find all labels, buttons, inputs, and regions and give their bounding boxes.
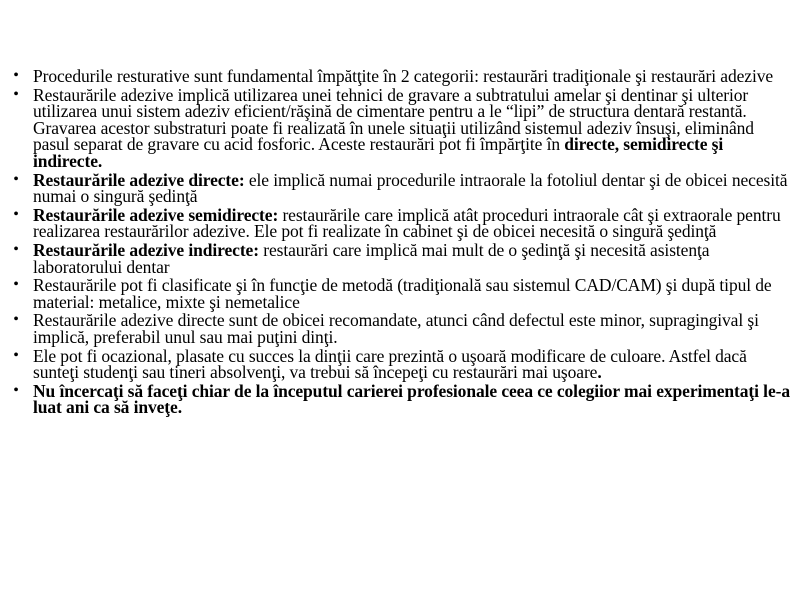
bullet-item xyxy=(6,312,794,345)
bullet-marker: • xyxy=(13,240,19,258)
bullet-text: restaurările care implică atât proceduri intraorale cât şi extraorale pentru realizarea restaurărilor adezive. Ele pot fi realizate în cabinet şi de obicei necesită o singură şedinţă xyxy=(33,204,781,242)
bullet-item xyxy=(6,84,794,171)
bullet-item xyxy=(6,169,794,207)
bullet-item xyxy=(6,239,794,277)
bullet-marker: • xyxy=(13,170,19,188)
slide-content xyxy=(6,68,794,418)
bullet-text: Restaurările adezive implică utilizarea unei tehnici de gravare a subtratului amelar şi dentinar şi ulterior utilizarea unui sistem adeziv eficient/răşină de cimentare pentru a le “lipi” de structura dentară restantă. Gravarea acestor substraturi poate fi realizată în unele situaţii utilizând sistemul adeziv însuşi, eliminând pasul separat de gravare cu acid fosforic. Aceste restaurări pot fi împărţite în xyxy=(33,84,754,155)
bullet-text-bold: Restaurările adezive indirecte: xyxy=(33,239,259,260)
bullet-text: Restaurările adezive directe sunt de obicei recomandate, atunci când defectul este minor, supragingival şi implică, preferabil unul sau mai puţini dinţi. xyxy=(33,310,759,347)
bullet-text: Restaurările pot fi clasificate şi în funcţie de metodă (tradiţională sau sistemul CAD/CAM) şi după tipul de material: metalice, mixte şi nemetalice xyxy=(33,275,772,312)
bullet-list xyxy=(6,68,794,416)
bullet-text-bold: Nu încercaţi să faceţi chiar de la începutul carierei profesionale ceea ce colegiior mai experimentaţi le-a luat ani ca să inveţe. xyxy=(33,380,790,418)
bullet-text-bold: . xyxy=(597,362,602,383)
bullet-marker: • xyxy=(13,85,19,103)
bullet-item xyxy=(6,345,794,383)
bullet-text: Ele pot fi ocazional, plasate cu succes la dinţii care prezintă o uşoară modificare de culoare. Astfel dacă sunteţi studenţi sau tineri absolvenţi, va trebui să începeţi cu restaurări mai uşoare xyxy=(33,345,747,383)
bullet-item xyxy=(6,68,794,85)
bullet-item xyxy=(6,204,794,242)
bullet-text-bold: Restaurările adezive semidirecte: xyxy=(33,204,279,225)
bullet-text-bold: directe, semidirecte şi indirecte. xyxy=(33,134,724,171)
bullet-text: restaurări care implică mai mult de o şedinţă şi necesită asistenţa laboratorului dentar xyxy=(33,239,710,277)
bullet-text-bold: Restaurările adezive directe: xyxy=(33,169,245,190)
bullet-marker: • xyxy=(13,276,19,294)
bullet-text: Procedurile resturative sunt fundamental împătţite în 2 categorii: restaurări tradiţionale şi restaurări adezive xyxy=(33,66,774,86)
bullet-marker: • xyxy=(13,346,19,364)
bullet-marker: • xyxy=(13,67,19,84)
bullet-marker: • xyxy=(13,205,19,223)
bullet-marker: • xyxy=(13,381,19,399)
bullet-item xyxy=(6,277,794,310)
bullet-text: ele implică numai procedurile intraorale la fotoliul dentar şi de obicei necesită numai o singură şedinţă xyxy=(33,169,788,207)
bullet-item xyxy=(6,380,794,418)
bullet-marker: • xyxy=(13,311,19,329)
